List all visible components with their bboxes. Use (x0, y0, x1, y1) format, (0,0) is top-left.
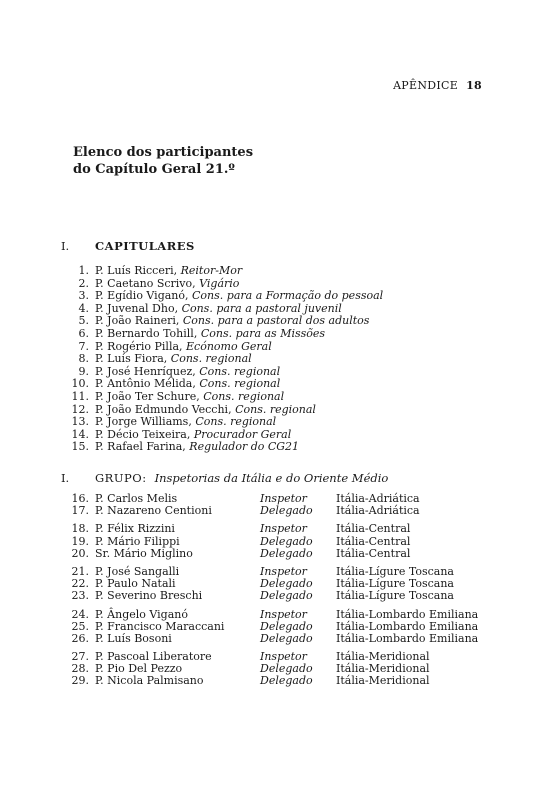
member-name: P. Bernardo Tohill, (95, 326, 201, 340)
inspetoria-name: Itália-Lombardo Emiliana (336, 631, 479, 645)
inspetoria-name: Itália-Meridional (336, 662, 430, 676)
item-number: 11. (71, 389, 89, 403)
member-name: P. Nazareno Centioni (95, 504, 212, 518)
item-number: 24. (71, 607, 89, 621)
inspetoria-name: Itália-Lígure Toscana (336, 589, 454, 603)
item-number: 12. (71, 402, 89, 416)
member-role: Delegado (260, 631, 313, 645)
inspetoria-group (67, 523, 478, 560)
member-role: Cons. regional (195, 415, 277, 429)
inspetoria-name: Itália-Lombardo Emiliana (336, 619, 479, 633)
member-role: Delegado (260, 619, 313, 633)
member-role: Cons. regional (170, 352, 252, 366)
member-role: Cons. para as Missões (200, 326, 326, 340)
member-name: P. Luís Bosoni (95, 631, 172, 645)
section-numeral: I. (61, 239, 70, 253)
section-subtitle: Inspetorias da Itália e do Oriente Médio (154, 471, 389, 485)
inspetoria-group (67, 493, 478, 517)
member-cell (67, 548, 260, 560)
item-number: 25. (71, 619, 89, 633)
item-number: 3. (78, 289, 89, 303)
member-role: Ecónomo Geral (186, 339, 272, 353)
table-row (67, 633, 478, 645)
section-numeral: I. (61, 471, 70, 485)
inspetoria-name: Itália-Central (336, 522, 411, 536)
member-role: Cons. regional (235, 402, 316, 416)
inspetoria-name: Itália-Meridional (336, 674, 430, 688)
item-number: 18. (71, 522, 89, 536)
member-name: P. Nicola Palmisano (95, 674, 204, 688)
item-number: 7. (78, 339, 89, 353)
member-name: P. Carlos Melis (95, 492, 178, 505)
member-role: Inspetor (260, 564, 307, 578)
member-role: Cons. para a pastoral dos adultos (182, 314, 370, 328)
member-cell (67, 590, 260, 602)
title-line-1: Elenco dos participantes (73, 145, 254, 160)
inspetoria-name: Itália-Central (336, 534, 411, 548)
member-role: Delegado (260, 662, 313, 676)
member-role: Delegado (260, 504, 313, 518)
item-number: 8. (78, 352, 89, 366)
member-role: Regulador do CG21 (189, 440, 300, 454)
member-name: Sr. Mário Miglino (95, 546, 193, 560)
table-row (67, 675, 478, 687)
title-line-2: do Capítulo Geral 21.º (73, 162, 235, 177)
inspetoria-group (67, 609, 478, 646)
item-number: 9. (78, 364, 89, 378)
capitulares-list (67, 265, 383, 454)
section-heading-capitulares (61, 239, 195, 253)
item-number: 19. (71, 534, 89, 548)
member-name: P. Rogério Pilla, (95, 339, 187, 353)
item-number: 10. (71, 377, 89, 391)
member-role: Delegado (260, 577, 313, 591)
item-number: 14. (71, 427, 89, 441)
inspetoria-name: Itália-Meridional (336, 650, 430, 664)
member-role: Cons. para a Formação do pessoal (192, 289, 384, 303)
inspetoria-group (67, 566, 478, 603)
item-number: 21. (71, 564, 89, 578)
member-name: P. Ângelo Viganó (95, 607, 188, 621)
member-role: Inspetor (260, 522, 307, 536)
member-name: P. José Henríquez, (95, 364, 200, 378)
item-number: 1. (78, 264, 89, 277)
member-name: P. Rafael Farina, (95, 440, 190, 454)
item-number: 2. (78, 276, 89, 290)
member-name: P. Egídio Viganó, (95, 289, 193, 303)
header-label: APÊNDICE (393, 79, 459, 92)
item-number: 17. (71, 504, 89, 518)
member-role: Delegado (260, 589, 313, 603)
item-number: 4. (78, 301, 89, 315)
item-number: 29. (71, 674, 89, 688)
capitular-item (67, 441, 383, 454)
inspetoria-name: Itália-Central (336, 546, 411, 560)
member-name: P. Décio Teixeira, (95, 427, 194, 441)
item-number: 15. (71, 440, 89, 454)
member-cell (67, 675, 260, 687)
member-role: Inspetor (260, 492, 307, 505)
table-row (67, 548, 478, 560)
inspetoria-name: Itália-Lígure Toscana (336, 564, 454, 578)
inspetoria-name: Itália-Lígure Toscana (336, 577, 454, 591)
member-name: P. Severino Breschi (95, 589, 203, 603)
section-title: CAPITULARES (95, 239, 195, 253)
member-name: P. Félix Rizzini (95, 522, 175, 536)
member-role: Delegado (260, 674, 313, 688)
member-name: P. Pascoal Liberatore (95, 650, 212, 664)
member-cell (67, 633, 260, 645)
table-row (67, 590, 478, 602)
section-title: GRUPO: (95, 471, 147, 485)
page-title (73, 144, 253, 178)
inspetorias-table (67, 493, 478, 694)
member-name: P. Caetano Scrivo, (95, 276, 200, 290)
item-number: 20. (71, 546, 89, 560)
member-name: P. Jorge Williams, (95, 415, 196, 429)
member-name: P. Antônio Mélida, (95, 377, 200, 391)
member-name: P. Luís Ricceri, (95, 264, 181, 277)
member-role: Cons. para a pastoral juvenil (181, 301, 342, 315)
member-role: Delegado (260, 546, 313, 560)
page-number: 18 (466, 79, 482, 92)
member-name: P. Luís Fiora, (95, 352, 171, 366)
item-number: 23. (71, 589, 89, 603)
member-role: Inspetor (260, 650, 307, 664)
member-role: Inspetor (260, 607, 307, 621)
member-name: P. Paulo Natali (95, 577, 176, 591)
member-role: Cons. regional (199, 364, 281, 378)
section-heading-grupo (61, 471, 388, 485)
member-name: P. José Sangalli (95, 564, 180, 578)
member-role: Delegado (260, 534, 313, 548)
member-name: P. João Ter Schure, (95, 389, 204, 403)
member-role: Procurador Geral (193, 427, 292, 441)
member-name: P. João Raineri, (95, 314, 183, 328)
item-number: 26. (71, 631, 89, 645)
member-name: P. Pio Del Pezzo (95, 662, 183, 676)
item-number: 28. (71, 662, 89, 676)
table-row (67, 505, 478, 517)
item-number: 22. (71, 577, 89, 591)
item-number: 5. (78, 314, 89, 328)
item-number: 13. (71, 415, 89, 429)
member-name: P. Mário Filippi (95, 534, 180, 548)
inspetoria-name: Itália-Lombardo Emiliana (336, 607, 479, 621)
member-role: Cons. regional (203, 389, 285, 403)
member-cell (67, 505, 260, 517)
item-number: 27. (71, 650, 89, 664)
member-role: Reitor-Mor (180, 264, 243, 277)
member-name: P. Francisco Maraccani (95, 619, 225, 633)
member-name: P. Juvenal Dho, (95, 301, 182, 315)
item-number: 16. (71, 492, 89, 505)
member-role: Cons. regional (199, 377, 281, 391)
item-number: 6. (78, 326, 89, 340)
inspetoria-name: Itália-Adriática (336, 492, 420, 505)
member-role: Vigário (199, 276, 240, 290)
inspetoria-name: Itália-Adriática (336, 504, 420, 518)
inspetoria-group (67, 651, 478, 688)
running-header (393, 79, 482, 92)
member-name: P. João Edmundo Vecchi, (95, 402, 236, 416)
